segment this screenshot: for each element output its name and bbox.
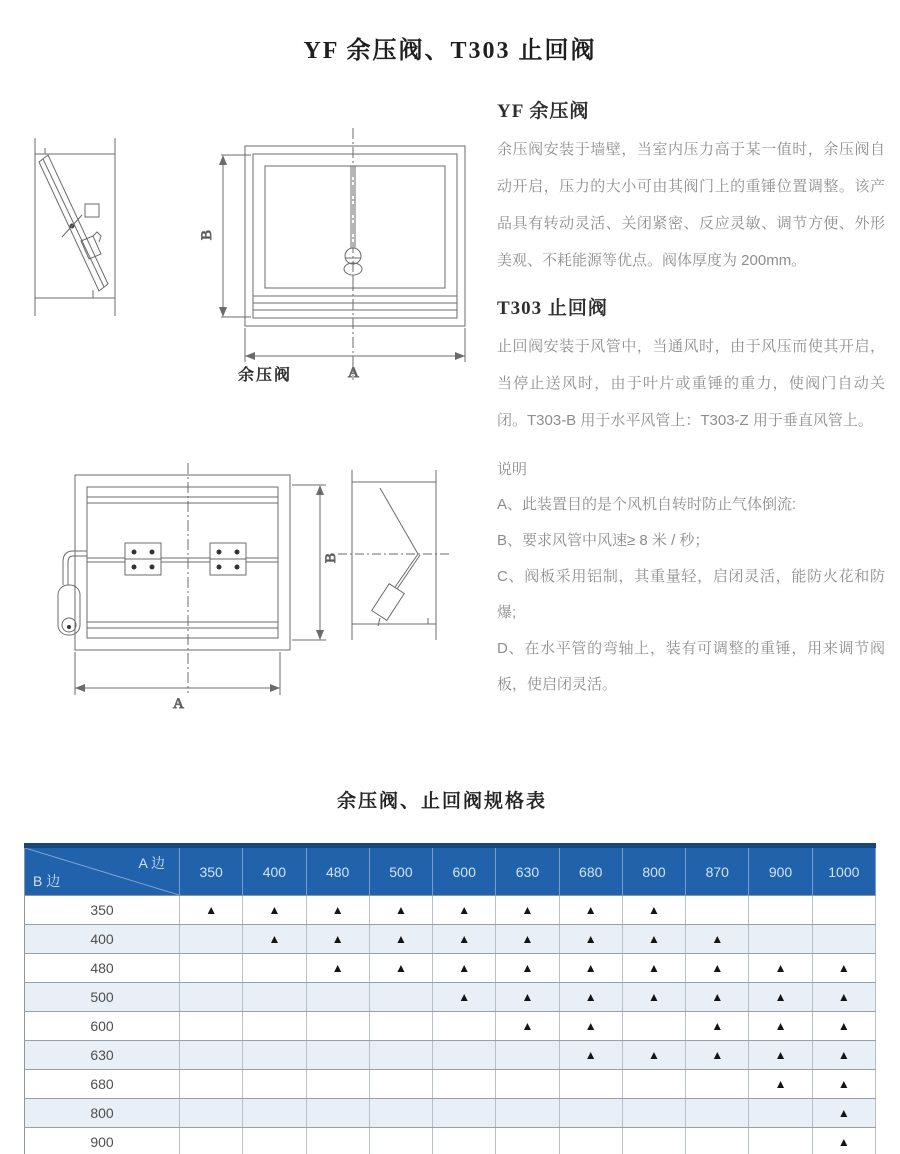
spec-cell [496,954,559,983]
yf-drawing-caption: 余压阀 [238,367,293,384]
spec-cell [622,983,685,1012]
yf-side-view-drawing [25,138,125,316]
spec-cell [306,1070,369,1099]
spec-cell [686,954,749,983]
spec-cell [496,896,559,925]
corner-label-b: B 边 [33,873,61,889]
spec-cell [243,1041,306,1070]
spec-column-header: 500 [369,846,432,896]
spec-cell [496,1099,559,1128]
spec-cell [749,983,812,1012]
spec-cell [433,925,496,954]
spec-row-label: 600 [25,1012,180,1041]
spec-cell [812,1128,875,1154]
spec-cell [559,896,622,925]
triangle-mark: ▲ [837,1106,850,1120]
spec-cell [243,896,306,925]
spec-column-header: 600 [433,846,496,896]
triangle-mark: ▲ [837,1019,850,1033]
spec-cell [180,954,243,983]
triangle-mark: ▲ [711,990,724,1004]
spec-cell [749,1128,812,1154]
triangle-mark: ▲ [394,961,407,975]
spec-cell [306,1041,369,1070]
t303-section-heading: T303 止回阀 [497,298,608,319]
spec-cell [306,1012,369,1041]
spec-cell [749,1012,812,1041]
spec-cell [433,1012,496,1041]
spec-cell [496,983,559,1012]
spec-cell [622,1099,685,1128]
triangle-mark: ▲ [521,990,534,1004]
spec-cell [559,1070,622,1099]
t303-section-body: 止回阀安装于风管中，当通风时，由于风压而使其开启，当停止送风时，由于叶片或重锤的重力，使阀门自动关闭。T303-B 用于水平风管上：T303-Z 用于垂直风管上。 [497,338,885,429]
spec-row-label: 480 [25,954,180,983]
spec-cell [559,954,622,983]
triangle-mark: ▲ [774,1077,787,1091]
spec-cell [369,983,432,1012]
checkvalve-front-view-drawing [30,455,360,710]
triangle-mark: ▲ [584,1019,597,1033]
spec-row-label: 630 [25,1041,180,1070]
spec-cell [180,925,243,954]
spec-cell [180,1041,243,1070]
triangle-mark: ▲ [648,961,660,975]
spec-cell [433,983,496,1012]
spec-row-label: 350 [25,896,180,925]
spec-cell [622,925,685,954]
spec-row-label: 400 [25,925,180,954]
spec-cell [243,954,306,983]
spec-cell [749,896,812,925]
spec-table-body [25,896,876,1154]
triangle-mark: ▲ [711,1048,724,1062]
spec-cell [559,925,622,954]
spec-table-row [25,1041,876,1070]
spec-column-header: 900 [749,846,812,896]
spec-cell [433,1099,496,1128]
spec-cell [812,896,875,925]
triangle-mark: ▲ [648,903,660,917]
spec-column-header: 870 [686,846,749,896]
spec-table-title: 余压阀、止回阀规格表 [336,791,547,812]
spec-cell [369,925,432,954]
spec-cell [433,1041,496,1070]
spec-column-header: 350 [180,846,243,896]
spec-cell [812,1012,875,1041]
spec-cell [686,1041,749,1070]
spec-cell [749,1099,812,1128]
spec-cell [306,983,369,1012]
triangle-mark: ▲ [268,932,281,946]
triangle-mark: ▲ [584,903,597,917]
spec-cell [180,1012,243,1041]
spec-cell [686,925,749,954]
triangle-mark: ▲ [394,903,407,917]
spec-cell [243,1012,306,1041]
spec-column-header: 400 [243,846,306,896]
triangle-mark: ▲ [521,1019,534,1033]
spec-table-row [25,1099,876,1128]
notes-list [497,487,885,703]
corner-label-a: A 边 [138,855,165,871]
spec-header-corner [25,846,180,896]
spec-column-header: 480 [306,846,369,896]
spec-cell [496,925,559,954]
note-item: B、要求风管中风速≥ 8 米 / 秒； [497,532,710,549]
spec-cell [622,1128,685,1154]
triangle-mark: ▲ [837,1077,850,1091]
spec-cell [686,1070,749,1099]
spec-cell [812,925,875,954]
spec-cell [559,983,622,1012]
triangle-mark: ▲ [521,932,534,946]
spec-cell [306,1099,369,1128]
triangle-mark: ▲ [648,990,660,1004]
spec-column-header: 800 [622,846,685,896]
spec-row-label: 500 [25,983,180,1012]
dim-label-a: A [173,696,184,712]
spec-cell [686,896,749,925]
spec-cell [433,1070,496,1099]
spec-cell [749,954,812,983]
spec-row-label: 800 [25,1099,180,1128]
note-item: C、阀板采用铝制，其重量轻，启闭灵活，能防火花和防爆; [497,568,885,621]
triangle-mark: ▲ [331,903,344,917]
spec-cell [180,1070,243,1099]
spec-cell [812,983,875,1012]
spec-cell [559,1012,622,1041]
spec-cell [622,896,685,925]
triangle-mark: ▲ [584,990,597,1004]
spec-cell [749,1070,812,1099]
spec-table [24,843,876,1154]
triangle-mark: ▲ [584,961,597,975]
triangle-mark: ▲ [774,961,787,975]
triangle-mark: ▲ [458,961,471,975]
spec-cell [306,954,369,983]
spec-cell [433,954,496,983]
triangle-mark: ▲ [711,961,724,975]
spec-cell [812,1099,875,1128]
spec-cell [749,925,812,954]
triangle-mark: ▲ [394,932,407,946]
spec-column-header: 1000 [812,846,875,896]
triangle-mark: ▲ [458,903,471,917]
spec-table-row [25,983,876,1012]
spec-cell [812,1041,875,1070]
spec-column-header: 630 [496,846,559,896]
spec-cell [686,1128,749,1154]
spec-cell [433,896,496,925]
spec-cell [496,1012,559,1041]
spec-cell [369,1128,432,1154]
spec-row-label: 680 [25,1070,180,1099]
spec-table-row [25,896,876,925]
spec-cell [306,896,369,925]
yf-section-body: 余压阀安装于墙壁，当室内压力高于某一值时，余压阀自动开启，压力的大小可由其阀门上的重锤位置调整。该产品具有转动灵活、关闭紧密、反应灵敏、调节方便、外形美观、不耗能源等优点。阀体厚度为 200mm。 [497,141,885,269]
page-title: YF 余压阀、T303 止回阀 [303,38,597,64]
spec-table-row [25,954,876,983]
spec-cell [812,954,875,983]
triangle-mark: ▲ [458,932,471,946]
spec-cell [180,1128,243,1154]
spec-cell [686,983,749,1012]
spec-cell [369,954,432,983]
spec-table-row [25,1070,876,1099]
notes-heading: 说明 [497,461,528,478]
spec-table-row [25,925,876,954]
note-item: D、在水平管的弯轴上，装有可调整的重锤，用来调节阀板，使启闭灵活。 [497,640,885,693]
yf-front-view-drawing [195,128,480,390]
spec-cell [180,896,243,925]
spec-cell [686,1099,749,1128]
triangle-mark: ▲ [584,1048,597,1062]
triangle-mark: ▲ [331,932,344,946]
spec-cell [306,1128,369,1154]
spec-cell [812,1070,875,1099]
dim-label-a: A [348,365,359,381]
spec-cell [496,1128,559,1154]
triangle-mark: ▲ [648,1048,660,1062]
spec-cell [559,1041,622,1070]
spec-cell [496,1041,559,1070]
spec-cell [433,1128,496,1154]
triangle-mark: ▲ [774,990,787,1004]
spec-column-header: 680 [559,846,622,896]
triangle-mark: ▲ [205,903,218,917]
triangle-mark: ▲ [837,1048,850,1062]
spec-cell [686,1012,749,1041]
spec-cell [369,1099,432,1128]
spec-row-label: 900 [25,1128,180,1154]
triangle-mark: ▲ [458,990,471,1004]
triangle-mark: ▲ [268,903,281,917]
spec-table-row [25,1128,876,1154]
spec-cell [243,1070,306,1099]
spec-cell [243,1099,306,1128]
spec-cell [243,1128,306,1154]
spec-cell [306,925,369,954]
triangle-mark: ▲ [711,1019,724,1033]
triangle-mark: ▲ [521,961,534,975]
spec-cell [559,1128,622,1154]
triangle-mark: ▲ [331,961,344,975]
spec-table-row [25,1012,876,1041]
triangle-mark: ▲ [584,932,597,946]
spec-header-row [25,846,876,896]
dim-label-b: B [323,552,339,563]
triangle-mark: ▲ [837,1135,850,1149]
triangle-mark: ▲ [521,903,534,917]
spec-cell [180,1099,243,1128]
triangle-mark: ▲ [774,1019,787,1033]
spec-cell [180,983,243,1012]
spec-cell [622,954,685,983]
triangle-mark: ▲ [774,1048,787,1062]
spec-cell [369,1012,432,1041]
spec-cell [496,1070,559,1099]
triangle-mark: ▲ [648,932,660,946]
yf-section-heading: YF 余压阀 [497,101,590,122]
spec-cell [559,1099,622,1128]
spec-cell [369,1041,432,1070]
spec-cell [622,1012,685,1041]
spec-cell [622,1041,685,1070]
spec-cell [369,1070,432,1099]
spec-cell [622,1070,685,1099]
triangle-mark: ▲ [711,932,724,946]
spec-cell [369,896,432,925]
spec-cell [749,1041,812,1070]
triangle-mark: ▲ [837,961,850,975]
note-item: A、此装置目的是个风机自转时防止气体倒流: [497,496,797,513]
checkvalve-side-view-drawing [338,462,450,647]
spec-cell [243,925,306,954]
description-column [497,96,885,703]
triangle-mark: ▲ [837,990,850,1004]
spec-cell [243,983,306,1012]
dim-label-b: B [199,229,215,240]
